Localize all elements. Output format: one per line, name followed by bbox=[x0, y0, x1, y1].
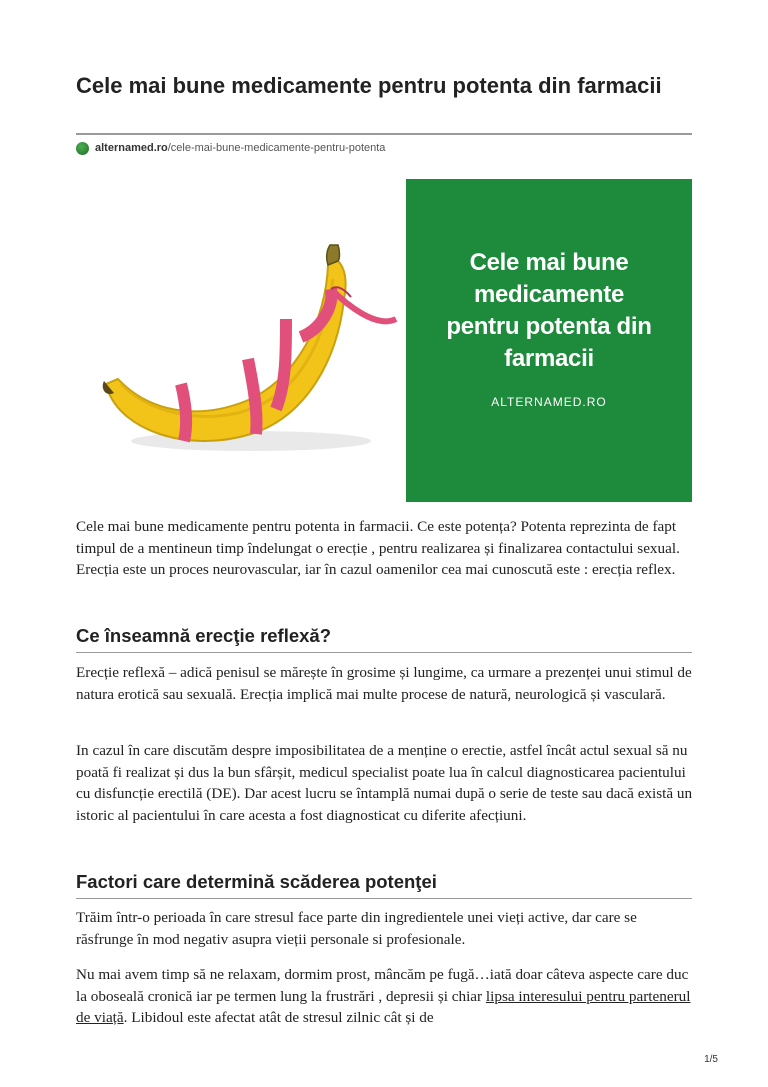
section2-paragraph-1: Trăim într-o perioada în care stresul face parte din ingredientele unei vieți active, dar care se răsfrunge în mod negativ asupra vieții personale si profesionale. bbox=[76, 909, 637, 948]
banana-illustration bbox=[76, 179, 406, 502]
section2-paragraph-2: Nu mai avem timp să ne relaxam, dormim prost, mâncăm pe fugă…iată doar câteva aspecte care duc la oboseală cronică iar pe termen lung la frustrări , depresii și chiar lipsa interesului pentru partenerul de viață. Libidoul este afectat atât de stresul zilnic cât și de bbox=[76, 966, 691, 1026]
hero-headline: Cele mai bune medicamente pentru potenta din farmacii bbox=[446, 249, 652, 372]
section-divider bbox=[76, 652, 692, 653]
site-favicon-icon bbox=[76, 142, 89, 155]
source-domain[interactable]: alternamed.ro bbox=[95, 142, 168, 154]
hero-green-panel bbox=[406, 179, 692, 502]
section1-paragraph-1: Erecție reflexă – adică penisul se mărește în grosime și lungime, ca urmare a prezenței unui stimul de natura erotică sau sexuală. Erecția implică mai multe procese de natură, neurologică și vasculară. bbox=[76, 664, 692, 703]
section-divider bbox=[76, 898, 692, 899]
section1-paragraph-2: In cazul în care discutăm despre imposibilitatea de a menține o erectie, astfel încât actul sexual să nu poată fi realizat și dus la bun sfârșit, medicul specialist poate lua în calcul diagnosticarea pacientului cu disfuncție erectilă (DE). Dar acest lucru se întamplă numai după o serie de teste sau dacă există un istoric al pacientului în care acesta a fost diagnosticat cu diferite afecțiuni. bbox=[76, 742, 693, 824]
hero-image bbox=[76, 179, 692, 502]
intro-paragraph: Cele mai bune medicamente pentru potenta in farmacii. Ce este potența? Potenta reprezinta de fapt timpul de a mentineun timp îndelungat o erecție , pentru realizarea și finalizarea contactului sexual. Erecția este un proces neurovascular, iar în cazul oamenilor cea mai cunoscută este : erecția reflex. bbox=[76, 518, 680, 578]
source-line[interactable] bbox=[76, 140, 385, 156]
section-heading-erectie-reflexa: Ce înseamnă erecţie reflexă? bbox=[76, 625, 332, 646]
page-title: Cele mai bune medicamente pentru potenta din farmacii bbox=[76, 73, 662, 98]
lipsa-interesului-link[interactable]: lipsa interesului pentru partenerul de viață bbox=[76, 987, 691, 1026]
hero-brand: ALTERNAMED.RO bbox=[491, 395, 607, 409]
page-number: 1/5 bbox=[704, 1054, 718, 1065]
title-divider bbox=[76, 133, 692, 135]
section-heading-factori: Factori care determină scăderea potenţei bbox=[76, 871, 437, 892]
banana-with-tape-icon bbox=[76, 179, 406, 502]
source-path[interactable]: /cele-mai-bune-medicamente-pentru-potenta bbox=[167, 142, 386, 154]
